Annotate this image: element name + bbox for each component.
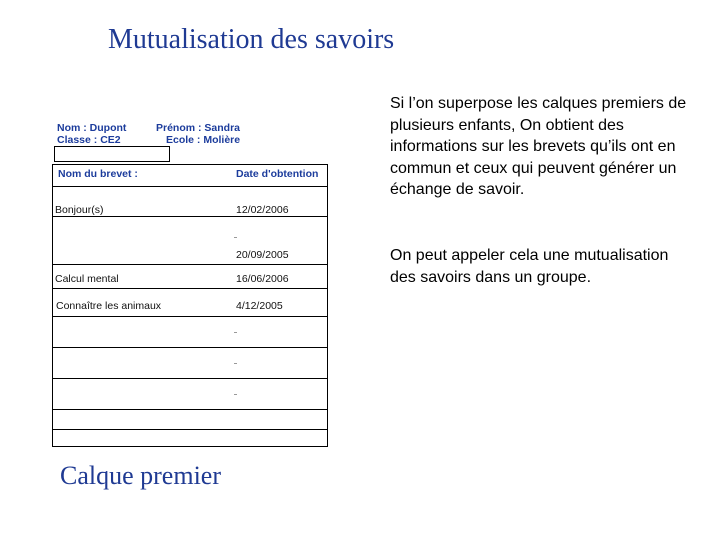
prenom-label: Prénom : Sandra [156, 122, 241, 134]
table-header-row [53, 165, 327, 187]
table-row [53, 317, 327, 348]
ecole-label: Ecole : Molière [166, 134, 241, 146]
column-header-brevet: Nom du brevet : [58, 168, 138, 180]
date-cell: 12/02/2006 [236, 204, 289, 216]
name-box [54, 146, 170, 162]
brevet-cell: Calcul mental [55, 273, 119, 285]
nom-label: Nom : Dupont [57, 122, 127, 134]
table-row [53, 289, 327, 317]
brevet-cell: Connaître les animaux [56, 300, 162, 312]
table-row [53, 217, 327, 265]
figure-caption: Calque premier [60, 461, 221, 490]
page-title: Mutualisation des savoirs [108, 24, 395, 55]
brevet-table [52, 164, 328, 447]
brevet-cell: Bonjour(s) [55, 204, 104, 216]
table-row [53, 348, 327, 379]
explanation-paragraph: Si l’on superpose les calques premiers de plusieurs enfants, On obtient des informations sur les brevets qu’ils ont en commun et ceux qui peuvent générer un échange de savoir. [390, 95, 687, 198]
faint-mark [234, 332, 237, 333]
date-cell: 4/12/2005 [236, 300, 283, 312]
table-row [53, 379, 327, 410]
table-row [53, 410, 327, 446]
faint-mark [234, 394, 237, 395]
column-header-date: Date d'obtention [236, 168, 319, 180]
brevet-form [52, 118, 328, 448]
faint-mark [234, 363, 237, 364]
table-row [53, 265, 327, 289]
faint-mark [234, 237, 237, 238]
conclusion-paragraph: On peut appeler cela une mutualisation des savoirs dans un groupe. [390, 247, 669, 286]
date-cell: 16/06/2006 [236, 273, 289, 285]
table-row [53, 187, 327, 217]
classe-label: Classe : CE2 [57, 134, 121, 146]
date-cell: 20/09/2005 [236, 249, 289, 261]
row-divider [53, 429, 327, 430]
